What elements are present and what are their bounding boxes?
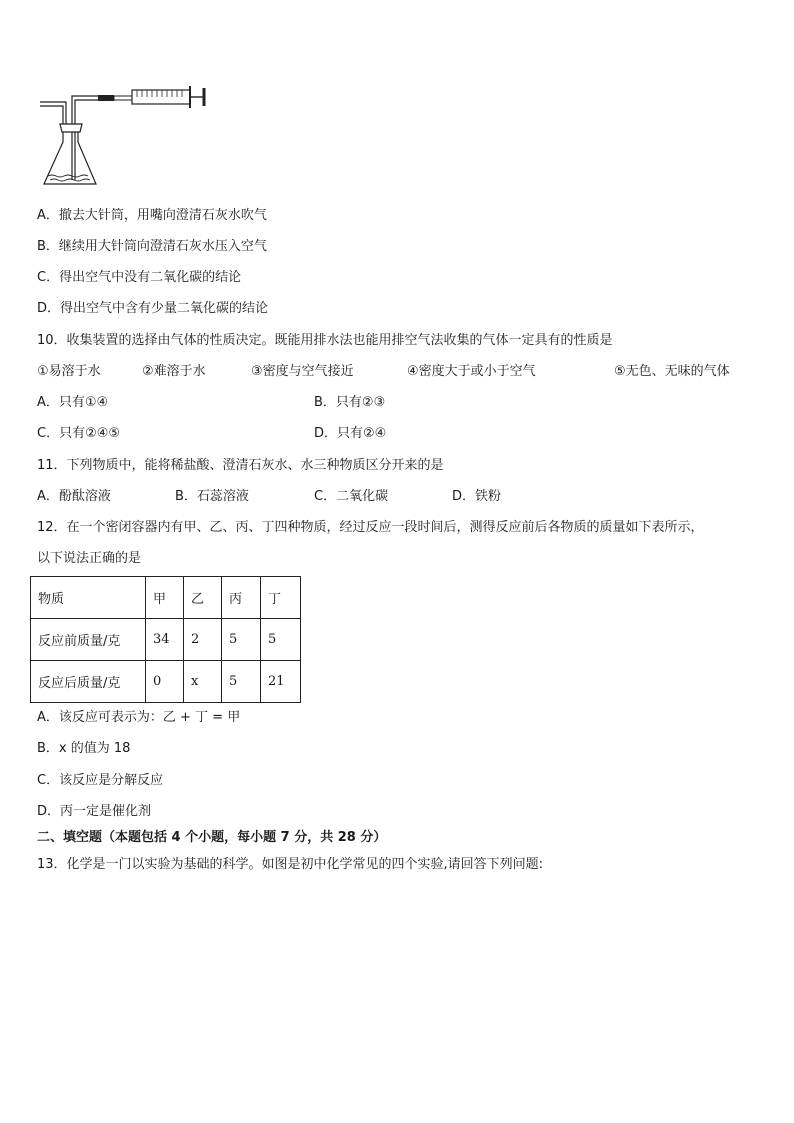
table-header-cell: 物质	[31, 577, 146, 619]
q13-stem: 13．化学是一门以实验为基础的科学。如图是初中化学常见的四个实验,请回答下列问题:	[37, 857, 544, 872]
q10-option-d: D．只有②④	[314, 426, 387, 441]
table-header-cell: 甲	[146, 577, 184, 619]
q10-option-a: A．只有①④	[37, 395, 109, 410]
table-row	[31, 619, 301, 661]
q11-option-c: C．二氧化碳	[314, 489, 389, 504]
q11-option-b: B．石蕊溶液	[175, 489, 249, 504]
table-header-cell: 丙	[222, 577, 261, 619]
table-cell: 反应后质量/克	[31, 661, 146, 703]
q12-option-d: D．丙一定是催化剂	[37, 804, 152, 819]
q10-option-c: C．只有②④⑤	[37, 426, 121, 441]
q11-stem: 11．下列物质中，能将稀盐酸、澄清石灰水、水三种物质区分开来的是	[37, 458, 444, 473]
flask-syringe-apparatus-figure	[38, 84, 214, 190]
table-cell: 34	[146, 619, 184, 661]
mass-data-table	[30, 576, 301, 703]
q12-stem-line2: 以下说法正确的是	[37, 551, 142, 566]
q12-option-b: B．x 的值为 18	[37, 741, 131, 756]
q9-option-b: B．继续用大针筒向澄清石灰水压入空气	[37, 239, 267, 254]
q9-option-c: C．得出空气中没有二氧化碳的结论	[37, 270, 242, 285]
q10-property-3: ③密度与空气接近	[251, 364, 354, 379]
q10-property-1: ①易溶于水	[37, 364, 101, 379]
q10-property-2: ②难溶于水	[142, 364, 206, 379]
q12-stem-line1: 12．在一个密闭容器内有甲、乙、丙、丁四种物质，经过反应一段时间后，测得反应前后各物质的质量如下表所示，	[37, 520, 704, 535]
q10-stem: 10．收集装置的选择由气体的性质决定。既能用排水法也能用排空气法收集的气体一定具有的性质是	[37, 333, 613, 348]
q12-option-c: C．该反应是分解反应	[37, 773, 164, 788]
table-cell: 0	[146, 661, 184, 703]
table-header-row	[31, 577, 301, 619]
table-cell: 2	[184, 619, 222, 661]
q9-option-d: D．得出空气中含有少量二氧化碳的结论	[37, 301, 269, 316]
q10-property-5: ⑤无色、无味的气体	[614, 364, 730, 379]
table-cell: 反应前质量/克	[31, 619, 146, 661]
table-row	[31, 661, 301, 703]
table-header-cell: 乙	[184, 577, 222, 619]
table-cell: x	[184, 661, 222, 703]
q11-option-a: A．酚酞溶液	[37, 489, 111, 504]
table-cell: 21	[261, 661, 301, 703]
q10-property-4: ④密度大于或小于空气	[407, 364, 536, 379]
table-cell: 5	[222, 661, 261, 703]
table-cell: 5	[261, 619, 301, 661]
q12-option-a: A．该反应可表示为：乙 + 丁 = 甲	[37, 710, 241, 725]
q10-option-b: B．只有②③	[314, 395, 386, 410]
q9-option-a: A．撤去大针筒，用嘴向澄清石灰水吹气	[37, 208, 267, 223]
table-header-cell: 丁	[261, 577, 301, 619]
section-heading: 二、填空题（本题包括 4 个小题，每小题 7 分，共 28 分）	[37, 830, 387, 845]
q11-option-d: D．铁粉	[452, 489, 502, 504]
table-cell: 5	[222, 619, 261, 661]
